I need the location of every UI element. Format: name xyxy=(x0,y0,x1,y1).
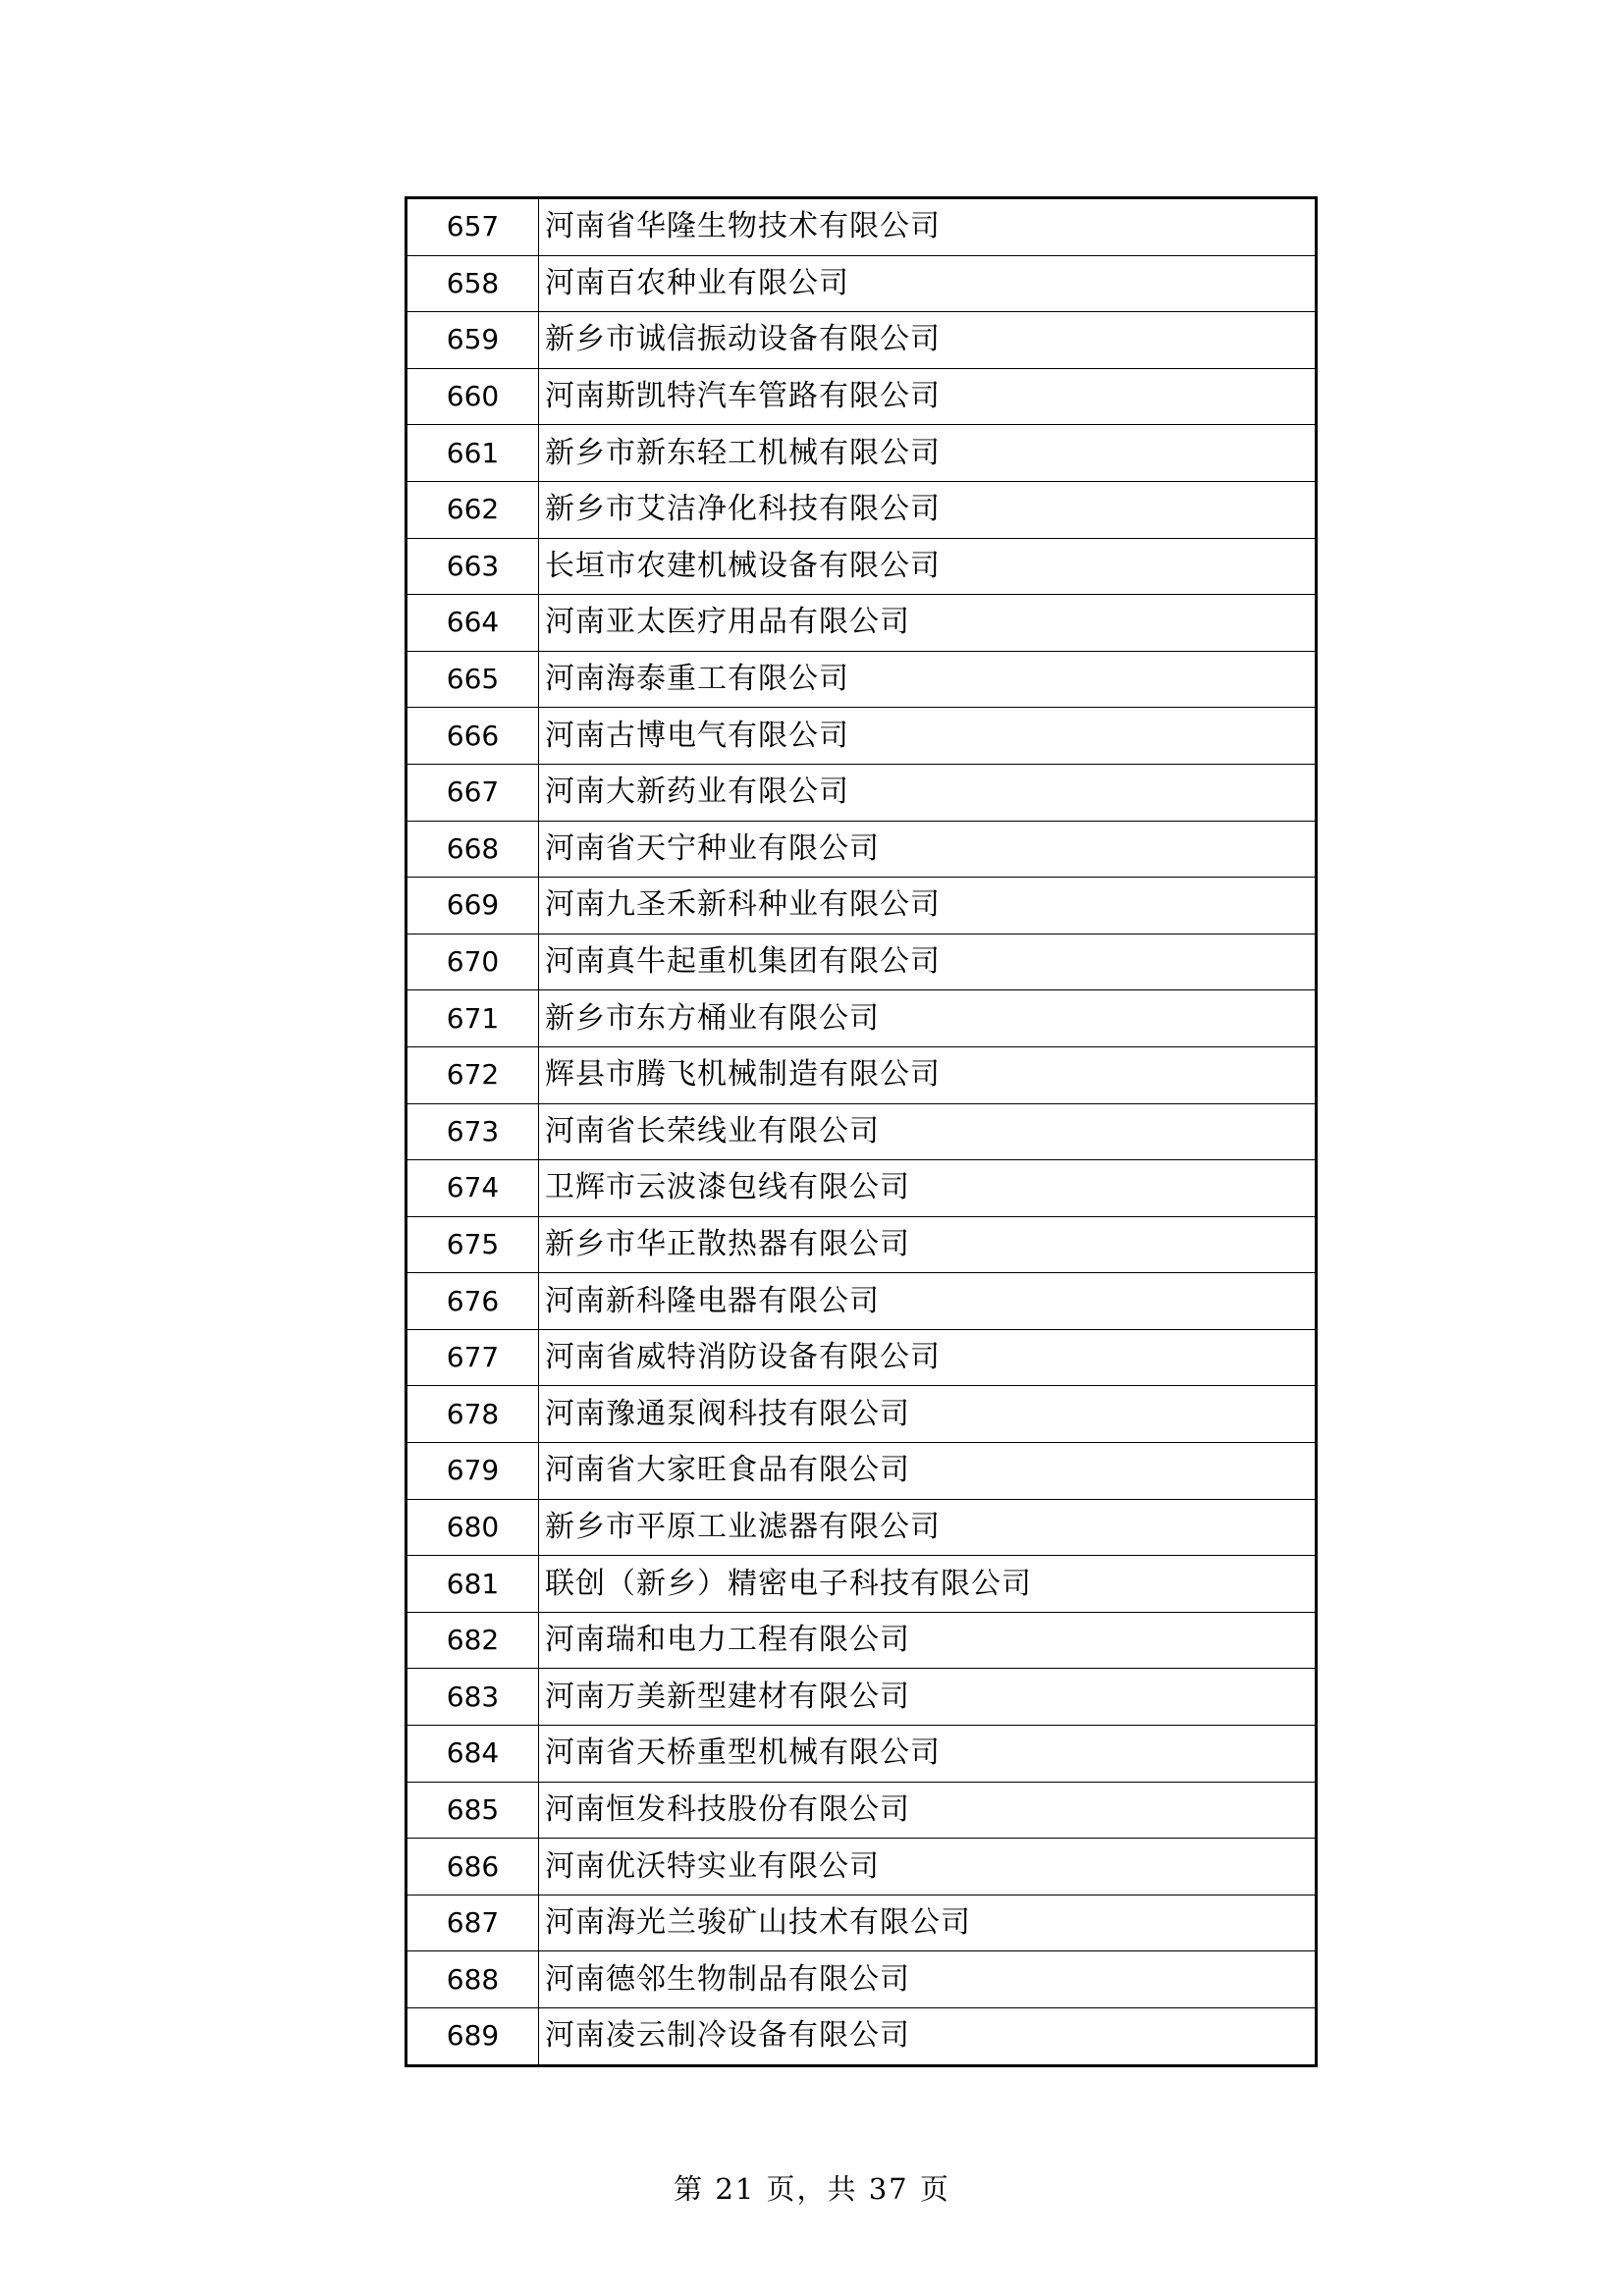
row-number: 682 xyxy=(406,1612,539,1669)
table-row xyxy=(406,821,1317,878)
company-name: 河南省天桥重型机械有限公司 xyxy=(539,1726,1317,1783)
company-name: 新乡市新东轻工机械有限公司 xyxy=(539,425,1317,482)
table-row xyxy=(406,481,1317,538)
row-number: 678 xyxy=(406,1386,539,1443)
table-row xyxy=(406,1216,1317,1273)
table-row xyxy=(406,1329,1317,1386)
row-number: 674 xyxy=(406,1160,539,1217)
row-number: 679 xyxy=(406,1443,539,1500)
company-name: 河南海光兰骏矿山技术有限公司 xyxy=(539,1895,1317,1951)
company-name: 新乡市东方桶业有限公司 xyxy=(539,990,1317,1047)
company-name: 河南恒发科技股份有限公司 xyxy=(539,1782,1317,1839)
table-row xyxy=(406,538,1317,595)
company-name: 河南古博电气有限公司 xyxy=(539,708,1317,765)
table-row xyxy=(406,1046,1317,1103)
table-row xyxy=(406,878,1317,934)
row-number: 660 xyxy=(406,368,539,425)
table-row xyxy=(406,1895,1317,1951)
company-name: 河南万美新型建材有限公司 xyxy=(539,1669,1317,1726)
row-number: 676 xyxy=(406,1273,539,1330)
row-number: 675 xyxy=(406,1216,539,1273)
company-name: 新乡市华正散热器有限公司 xyxy=(539,1216,1317,1273)
table-row xyxy=(406,595,1317,652)
row-number: 665 xyxy=(406,651,539,708)
company-name: 新乡市艾洁净化科技有限公司 xyxy=(539,481,1317,538)
table-row xyxy=(406,1782,1317,1839)
table-row xyxy=(406,312,1317,369)
company-name: 河南凌云制冷设备有限公司 xyxy=(539,2008,1317,2066)
table-row xyxy=(406,1499,1317,1556)
company-name: 河南九圣禾新科种业有限公司 xyxy=(539,878,1317,934)
row-number: 684 xyxy=(406,1726,539,1783)
company-name: 河南大新药业有限公司 xyxy=(539,764,1317,821)
company-name: 河南亚太医疗用品有限公司 xyxy=(539,595,1317,652)
table-row xyxy=(406,255,1317,312)
company-name: 新乡市诚信振动设备有限公司 xyxy=(539,312,1317,369)
table-row xyxy=(406,934,1317,990)
company-name: 河南斯凯特汽车管路有限公司 xyxy=(539,368,1317,425)
page-footer: 第 21 页，共 37 页 xyxy=(674,2172,950,2206)
row-number: 658 xyxy=(406,255,539,312)
company-name: 河南瑞和电力工程有限公司 xyxy=(539,1612,1317,1669)
row-number: 686 xyxy=(406,1839,539,1896)
row-number: 662 xyxy=(406,481,539,538)
table-row xyxy=(406,1160,1317,1217)
row-number: 673 xyxy=(406,1103,539,1160)
row-number: 659 xyxy=(406,312,539,369)
table-row xyxy=(406,1273,1317,1330)
row-number: 688 xyxy=(406,1951,539,2008)
table-row xyxy=(406,1951,1317,2008)
row-number: 663 xyxy=(406,538,539,595)
row-number: 680 xyxy=(406,1499,539,1556)
row-number: 677 xyxy=(406,1329,539,1386)
table-row xyxy=(406,1669,1317,1726)
row-number: 683 xyxy=(406,1669,539,1726)
row-number: 672 xyxy=(406,1046,539,1103)
table-row xyxy=(406,1726,1317,1783)
table-row xyxy=(406,764,1317,821)
company-name: 联创（新乡）精密电子科技有限公司 xyxy=(539,1556,1317,1613)
company-name: 河南德邻生物制品有限公司 xyxy=(539,1951,1317,2008)
row-number: 669 xyxy=(406,878,539,934)
table-row xyxy=(406,651,1317,708)
company-name: 河南省天宁种业有限公司 xyxy=(539,821,1317,878)
company-name: 卫辉市云波漆包线有限公司 xyxy=(539,1160,1317,1217)
row-number: 666 xyxy=(406,708,539,765)
table-row xyxy=(406,1103,1317,1160)
row-number: 668 xyxy=(406,821,539,878)
company-name: 长垣市农建机械设备有限公司 xyxy=(539,538,1317,595)
company-name: 辉县市腾飞机械制造有限公司 xyxy=(539,1046,1317,1103)
table-row xyxy=(406,425,1317,482)
table-row xyxy=(406,708,1317,765)
company-name: 河南省华隆生物技术有限公司 xyxy=(539,198,1317,256)
row-number: 687 xyxy=(406,1895,539,1951)
company-list-table xyxy=(405,196,1318,2067)
row-number: 685 xyxy=(406,1782,539,1839)
table-row xyxy=(406,1612,1317,1669)
company-name: 河南优沃特实业有限公司 xyxy=(539,1839,1317,1896)
table-row xyxy=(406,1839,1317,1896)
table-row xyxy=(406,990,1317,1047)
table-row xyxy=(406,198,1317,256)
company-list-body xyxy=(406,198,1317,2066)
row-number: 689 xyxy=(406,2008,539,2066)
row-number: 661 xyxy=(406,425,539,482)
table-row xyxy=(406,2008,1317,2066)
company-name: 河南省威特消防设备有限公司 xyxy=(539,1329,1317,1386)
company-name: 河南新科隆电器有限公司 xyxy=(539,1273,1317,1330)
company-name: 河南海泰重工有限公司 xyxy=(539,651,1317,708)
company-name: 河南省大家旺食品有限公司 xyxy=(539,1443,1317,1500)
company-name: 河南真牛起重机集团有限公司 xyxy=(539,934,1317,990)
table-row xyxy=(406,1443,1317,1500)
row-number: 681 xyxy=(406,1556,539,1613)
row-number: 671 xyxy=(406,990,539,1047)
row-number: 664 xyxy=(406,595,539,652)
row-number: 667 xyxy=(406,764,539,821)
company-name: 河南豫通泵阀科技有限公司 xyxy=(539,1386,1317,1443)
company-name: 河南省长荣线业有限公司 xyxy=(539,1103,1317,1160)
table-row xyxy=(406,1386,1317,1443)
row-number: 657 xyxy=(406,198,539,256)
company-name: 河南百农种业有限公司 xyxy=(539,255,1317,312)
company-name: 新乡市平原工业滤器有限公司 xyxy=(539,1499,1317,1556)
table-row xyxy=(406,1556,1317,1613)
table-row xyxy=(406,368,1317,425)
row-number: 670 xyxy=(406,934,539,990)
